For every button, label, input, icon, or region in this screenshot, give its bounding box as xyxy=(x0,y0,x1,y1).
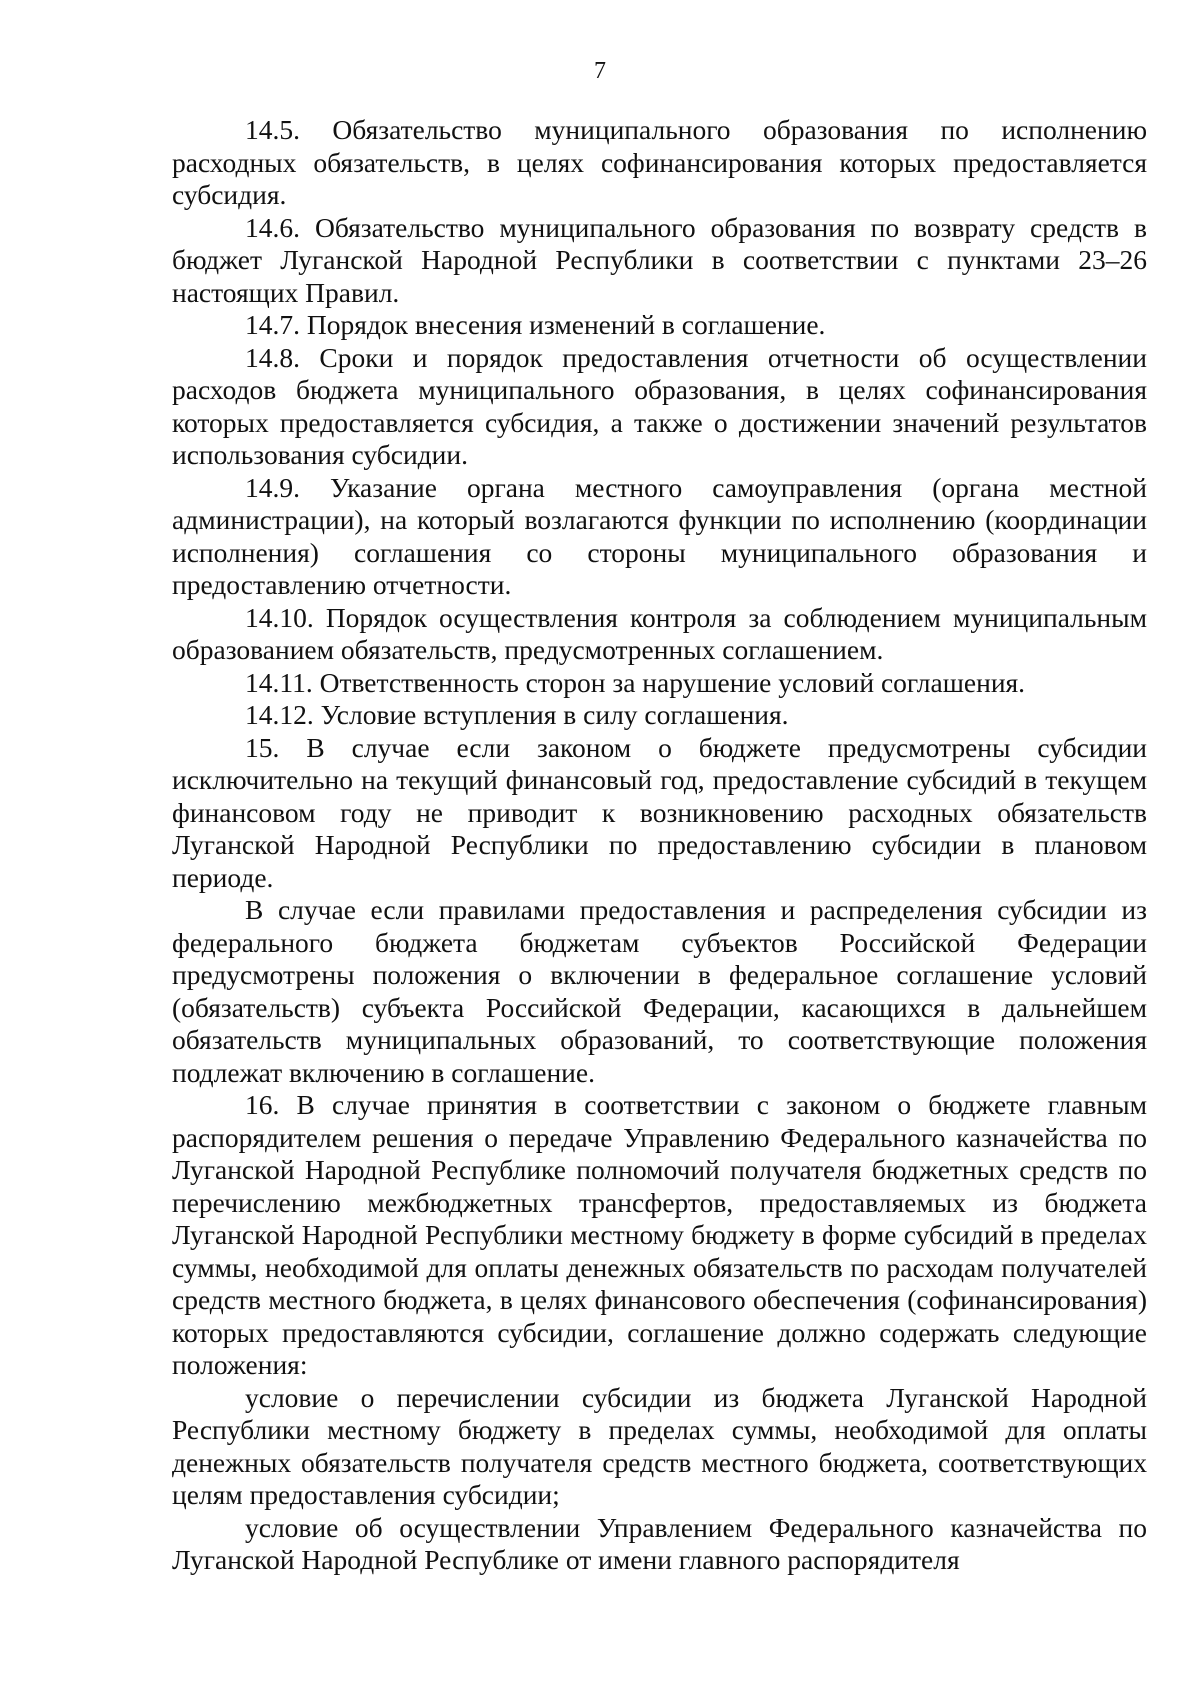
paragraph-14-9: 14.9. Указание органа местного самоуправления (органа местной администрации), на который возлагаются функции по исполнению (координации исполнения) соглашения со стороны муниципального образования и предоставлению отчетности. xyxy=(172,471,1147,600)
paragraph-15: 15. В случае если законом о бюджете предусмотрены субсидии исключительно на текущий финансовый год, предоставление субсидий в текущем финансовом году не приводит к возникновению расходных обязательств Луганской Народной Республики по предоставлению субсидии в плановом периоде. xyxy=(172,731,1147,893)
paragraph-16-condition-1: условие о перечислении субсидии из бюджета Луганской Народной Республики местному бюджету в пределах суммы, необходимой для оплаты денежных обязательств получателя средств местного бюджета, соответствующих целям предоставления субсидии; xyxy=(172,1381,1147,1510)
paragraph-14-11: 14.11. Ответственность сторон за нарушение условий соглашения. xyxy=(245,666,1026,698)
paragraph-14-6: 14.6. Обязательство муниципального образования по возврату средств в бюджет Луганской Народной Республики в соответствии с пунктами 23–26 настоящих Правил. xyxy=(172,211,1147,308)
paragraph-14-10: 14.10. Порядок осуществления контроля за соблюдением муниципальным образованием обязательств, предусмотренных соглашением. xyxy=(172,601,1147,665)
paragraph-15-continued: В случае если правилами предоставления и распределения субсидии из федерального бюджета бюджетам субъектов Российской Федерации предусмотрены положения о включении в федеральное соглашение условий (обязательств) субъекта Российской Федерации, касающихся в дальнейшем обязательств муниципальных образований, то соответствующие положения подлежат включению в соглашение. xyxy=(172,894,1147,1088)
paragraph-16: 16. В случае принятия в соответствии с законом о бюджете главным распорядителем решения о передаче Управлению Федерального казначейства по Луганской Народной Республике полномочий получателя бюджетных средств по перечислению межбюджетных трансфертов, предоставляемых из бюджета Луганской Народной Республики местному бюджету в форме субсидий в пределах суммы, необходимой для оплаты денежных обязательств по расходам получателей средств местного бюджета, в целях финансового обеспечения (софинансирования) которых предоставляются субсидии, соглашение должно содержать следующие положения: xyxy=(172,1089,1147,1380)
paragraph-14-8: 14.8. Сроки и порядок предоставления отчетности об осуществлении расходов бюджета муниципального образования, в целях софинансирования которых предоставляется субсидия, а также о достижении значений результатов использования субсидии. xyxy=(172,341,1147,470)
document-body xyxy=(172,114,1147,1577)
paragraph-14-5: 14.5. Обязательство муниципального образования по исполнению расходных обязательств, в целях софинансирования которых предоставляется субсидия. xyxy=(172,114,1147,210)
paragraph-16-condition-2: условие об осуществлении Управлением Федерального казначейства по Луганской Народной Республике от имени главного распорядителя xyxy=(172,1511,1147,1575)
paragraph-14-12: 14.12. Условие вступления в силу соглашения. xyxy=(245,699,789,730)
page-number: 7 xyxy=(594,58,606,84)
paragraph-14-7: 14.7. Порядок внесения изменений в соглашение. xyxy=(245,309,826,340)
